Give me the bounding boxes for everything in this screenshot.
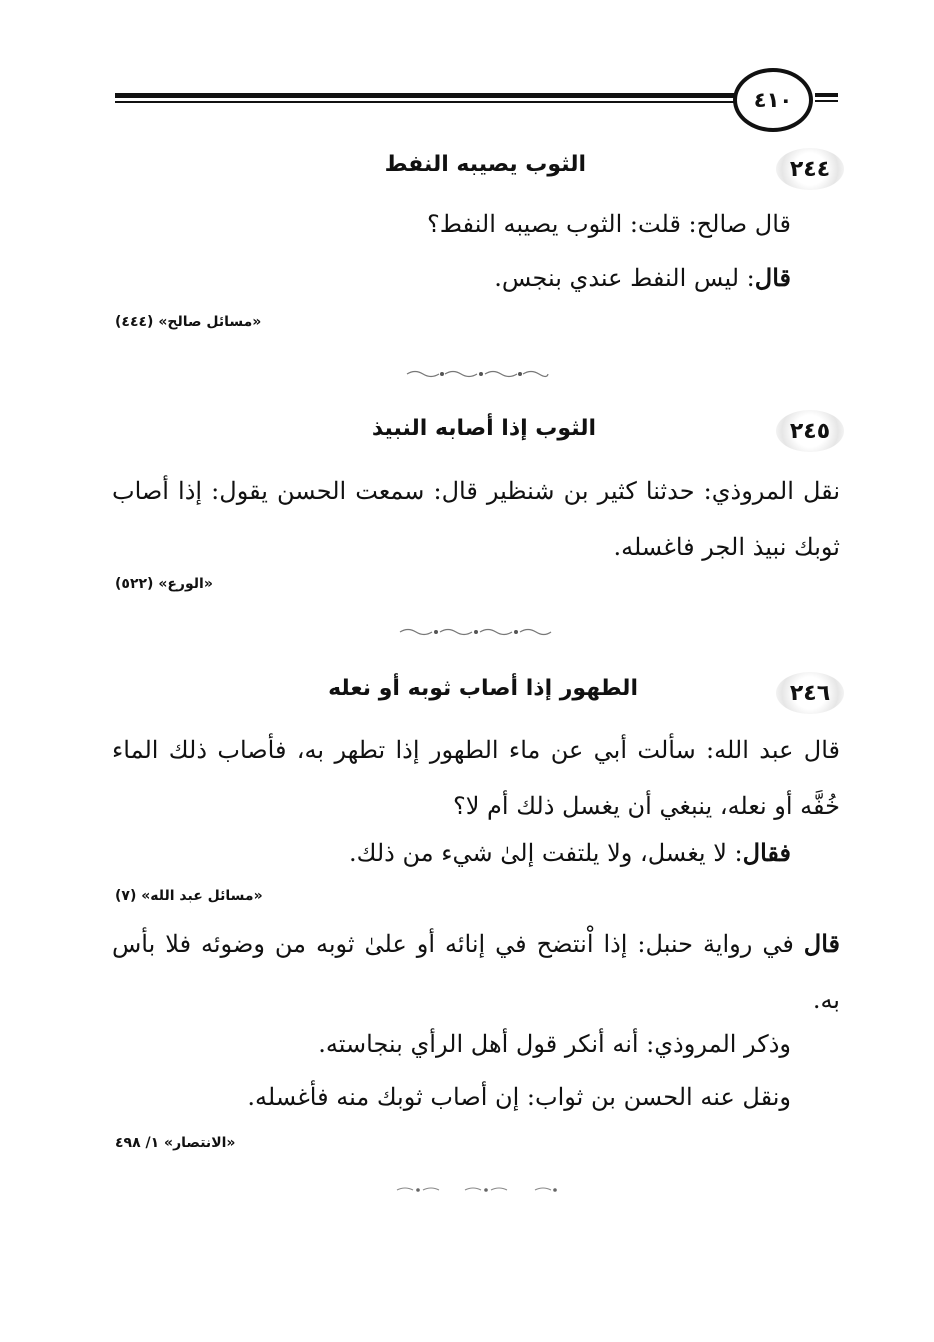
source-citation: «الورع» (٥٢٢) (115, 576, 213, 592)
section-number: ٢٤٦ (776, 672, 844, 714)
section-number: ٢٤٥ (776, 410, 844, 452)
paragraph: نقل المروذي: حدثنا كثير بن شنظير قال: سمعت الحسن يقول: إذا أصاب ثوبك نبيذ الجر فاغسله. (112, 477, 840, 561)
source-citation: «مسائل عبد الله» (٧) (115, 888, 263, 904)
divider-ornament (405, 369, 550, 379)
header-rule-right-thin (815, 100, 838, 102)
section-number: ٢٤٤ (776, 148, 844, 190)
paragraph: قال في رواية حنبل: إذا اْنتضح في إنائه أو علىٰ ثوبه من وضوئه فلا بأس به. (112, 929, 840, 1014)
source-citation: «الانتصار» ١/ ٤٩٨ (115, 1135, 236, 1151)
text-line: وذكر المروذي: أنه أنكر قول أهل الرأي بنجاسته. (318, 1030, 791, 1058)
text-line: قال صالح: قلت: الثوب يصيبه النفط؟ (427, 210, 791, 238)
divider-ornament (395, 1185, 560, 1195)
text-line: فقال: لا يغسل، ولا يلتفت إلىٰ شيء من ذلك. (349, 838, 791, 867)
section-title: الثوب يصيبه النفط (384, 152, 586, 177)
paragraph: قال عبد الله: سألت أبي عن ماء الطهور إذا تطهر به، فأصاب ذلك الماء خُفَّه أو نعله، ينبغي أن يغسل ذلك أم لا؟ (112, 736, 840, 820)
page-number: ٤١٠ (733, 68, 813, 132)
divider-ornament (398, 627, 553, 637)
header-rule-thick (115, 93, 740, 98)
source-citation: «مسائل صالح» (٤٤٤) (115, 314, 262, 330)
header-rule-right (815, 93, 838, 97)
section-title: الثوب إذا أصابه النبيذ (371, 416, 596, 441)
header-rule-thin (115, 101, 740, 103)
text-line: قال: ليس النفط عندي بنجس. (494, 263, 791, 292)
text-line: ونقل عنه الحسن بن ثواب: إن أصاب ثوبك منه فأغسله. (247, 1083, 791, 1111)
section-title: الطهور إذا أصاب ثوبه أو نعله (328, 676, 638, 701)
